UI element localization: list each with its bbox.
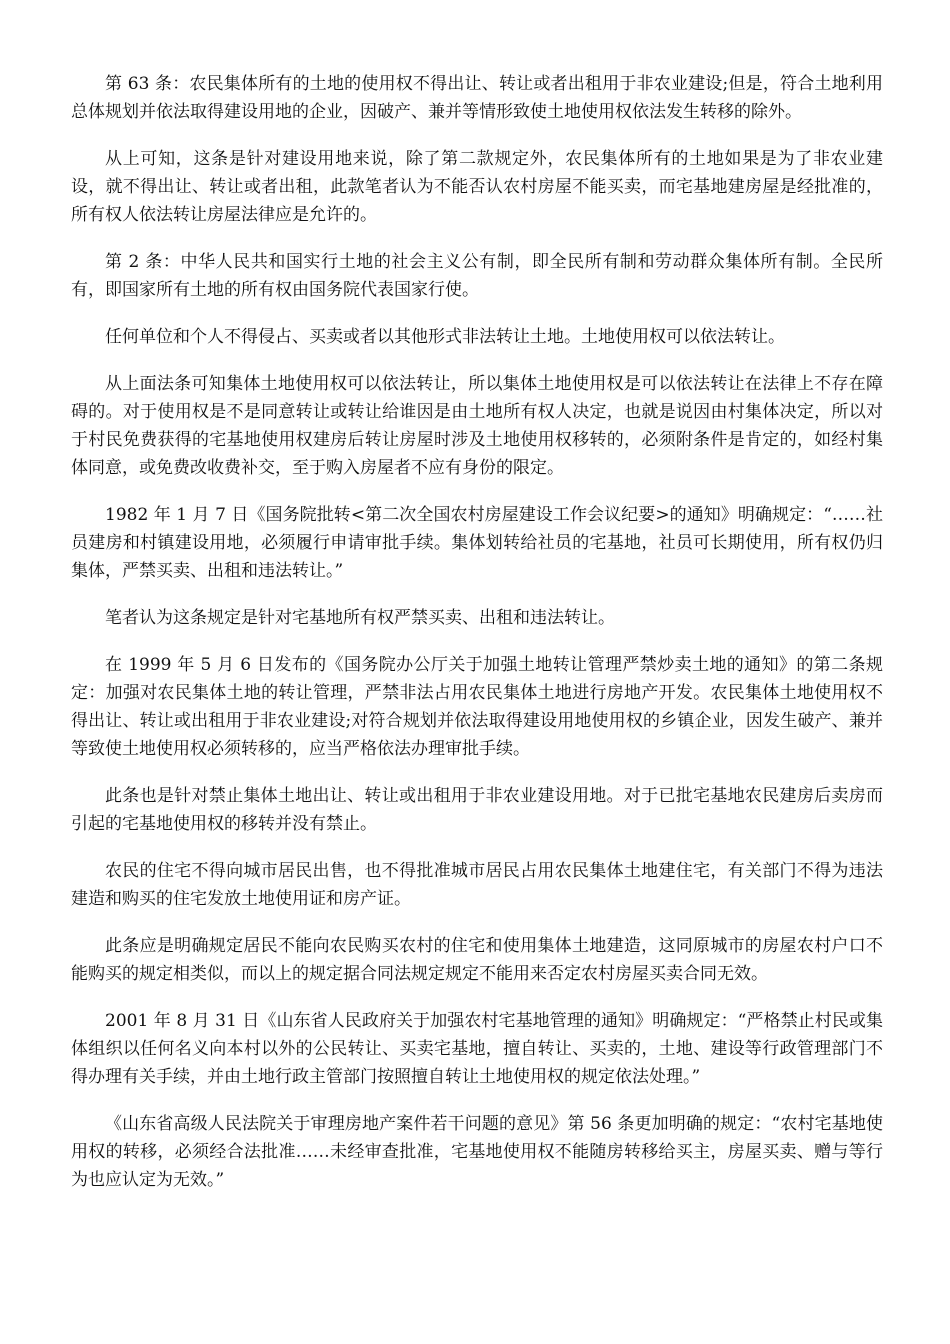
paragraph-commentary-5: 此条应是明确规定居民不能向农民购买农村的住宅和使用集体土地建造，这同原城市的房屋农村户口不能购买的规定相类似，而以上的规定据合同法规定规定不能用来否定农村房屋买卖合同无效。 bbox=[71, 936, 883, 984]
paragraph-1982-notice: 1982 年 1 月 7 日《国务院批转<第二次全国农村房屋建设工作会议纪要>的通知》明确规定：“……社员建房和村镇建设用地，必须履行申请审批手续。集体划转给社员的宅基地，社员可长期使用，所有权仍归集体，严禁买卖、出租和违法转让。” bbox=[71, 505, 883, 581]
paragraph-commentary-4: 此条也是针对禁止集体土地出让、转让或出租用于非农业建设用地。对于已批宅基地农民建房后卖房而引起的宅基地使用权的移转并没有禁止。 bbox=[71, 786, 883, 834]
paragraph-commentary-3: 笔者认为这条规定是针对宅基地所有权严禁买卖、出租和违法转让。 bbox=[105, 608, 615, 628]
paragraph-article-2-cont: 任何单位和个人不得侵占、买卖或者以其他形式非法转让土地。土地使用权可以依法转让。 bbox=[105, 327, 785, 347]
paragraph-commentary-1: 从上可知，这条是针对建设用地来说，除了第二款规定外，农民集体所有的土地如果是为了非农业建设，就不得出让、转让或者出租，此款笔者认为不能否认农村房屋不能买卖，而宅基地建房屋是经批准的，所有权人依法转让房屋法律应是允许的。 bbox=[71, 149, 883, 225]
paragraph-article-2: 第 2 条：中华人民共和国实行土地的社会主义公有制，即全民所有制和劳动群众集体所有制。全民所有，即国家所有土地的所有权由国务院代表国家行使。 bbox=[71, 252, 883, 300]
paragraph-commentary-2: 从上面法条可知集体土地使用权可以依法转让，所以集体土地使用权是可以依法转让在法律上不存在障碍的。对于使用权是不是同意转让或转让给谁因是由土地所有权人决定，也就是说因由村集体决定，所以对于村民免费获得的宅基地使用权建房后转让房屋时涉及土地使用权移转的，必须附条件是肯定的，如经村集体同意，或免费改收费补交，至于购入房屋者不应有身份的限定。 bbox=[71, 374, 883, 478]
paragraph-1999-notice: 在 1999 年 5 月 6 日发布的《国务院办公厅关于加强土地转让管理严禁炒卖土地的通知》的第二条规定：加强对农民集体土地的转让管理，严禁非法占用农民集体土地进行房地产开发。农民集体土地使用权不得出让、转让或出租用于非农业建设;对符合规划并依法取得建设用地使用权的乡镇企业，因发生破产、兼并等致使土地使用权必须转移的，应当严格依法办理审批手续。 bbox=[71, 655, 883, 759]
document-page bbox=[71, 70, 883, 1213]
paragraph-article-63: 第 63 条：农民集体所有的土地的使用权不得出让、转让或者出租用于非农业建设;但是，符合土地利用总体规划并依法取得建设用地的企业，因破产、兼并等情形致使土地使用权依法发生转移的除外。 bbox=[71, 74, 883, 122]
paragraph-residence-rule: 农民的住宅不得向城市居民出售，也不得批准城市居民占用农民集体土地建住宅，有关部门不得为违法建造和购买的住宅发放土地使用证和房产证。 bbox=[71, 861, 883, 909]
paragraph-2001-shandong-notice: 2001 年 8 月 31 日《山东省人民政府关于加强农村宅基地管理的通知》明确规定：“严格禁止村民或集体组织以任何名义向本村以外的公民转让、买卖宅基地，擅自转让、买卖的，土地、建设等行政管理部门不得办理有关手续，并由土地行政主管部门按照擅自转让土地使用权的规定依法处理。” bbox=[71, 1011, 883, 1087]
paragraph-shandong-court-opinion: 《山东省高级人民法院关于审理房地产案件若干问题的意见》第 56 条更加明确的规定：“农村宅基地使用权的转移，必须经合法批准……未经审查批准，宅基地使用权不能随房转移给买主，房屋买卖、赠与等行为也应认定为无效。” bbox=[71, 1114, 883, 1190]
